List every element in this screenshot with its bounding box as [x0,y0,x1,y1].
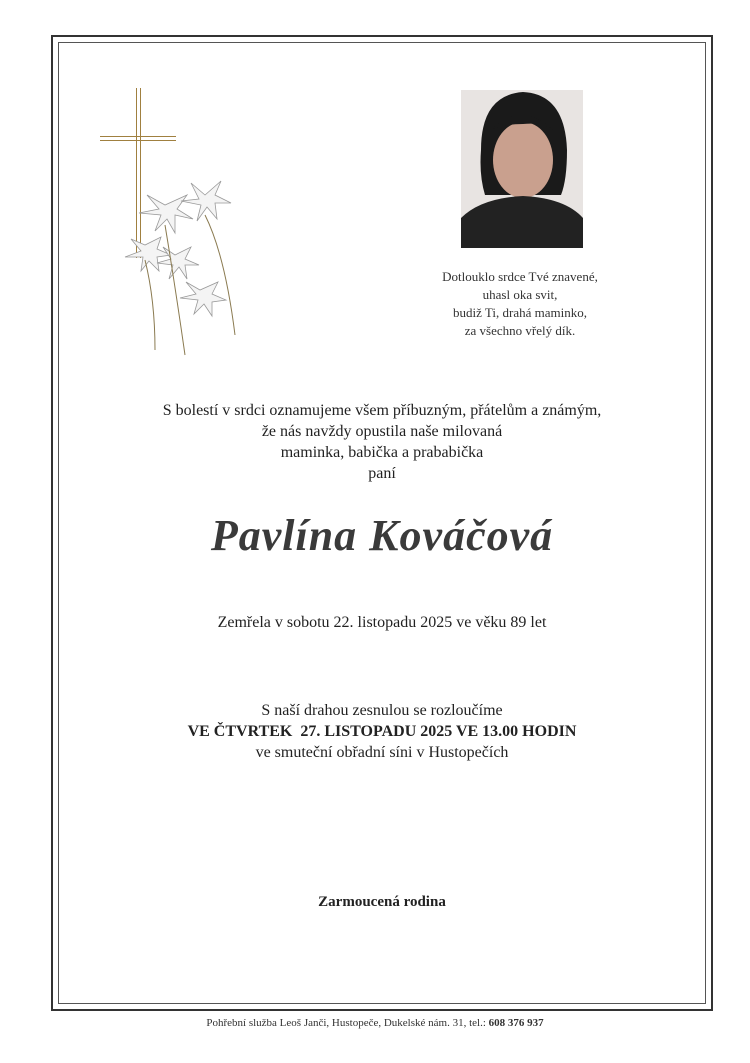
signature: Zarmoucená rodina [318,894,446,910]
poem-line: budiž Ti, drahá maminko, [453,305,587,320]
funeral-line: S naší drahou zesnulou se rozloučíme [261,702,503,719]
intro-line: že nás navždy opustila naše milovaná [261,423,503,440]
poem-line: za všechno vřelý dík. [464,323,576,338]
funeral-date: VE ČTVRTEK 27. LISTOPADU 2025 VE 13.00 HODIN [187,723,577,740]
death-info: Zemřela v sobotu 22. listopadu 2025 ve věku 89 let [217,614,547,631]
funeral-info [58,700,706,763]
footer-text: Pohřební služba Leoš Janči, Hustopeče, Dukelské nám. 31, tel.: [206,1017,489,1029]
lily-flowers-icon [105,165,255,365]
announcement [58,400,706,484]
poem [400,268,640,340]
cross-bar [100,136,176,141]
poem-line: Dotlouklo srdce Tvé znavené, [442,269,598,284]
intro-line: paní [368,465,396,482]
funeral-place: ve smuteční obřadní síni v Hustopečích [255,744,509,761]
footer-phone: 608 376 937 [488,1017,544,1029]
intro-line: S bolestí v srdci oznamujeme všem příbuzným, přátelům a známým, [162,402,602,419]
deceased-name: Pavlína Kováčová [210,511,554,560]
portrait-photo [461,90,583,248]
poem-line: uhasl oka svit, [482,287,558,302]
footer [0,1017,750,1029]
intro-line: maminka, babička a prababička [280,444,484,461]
